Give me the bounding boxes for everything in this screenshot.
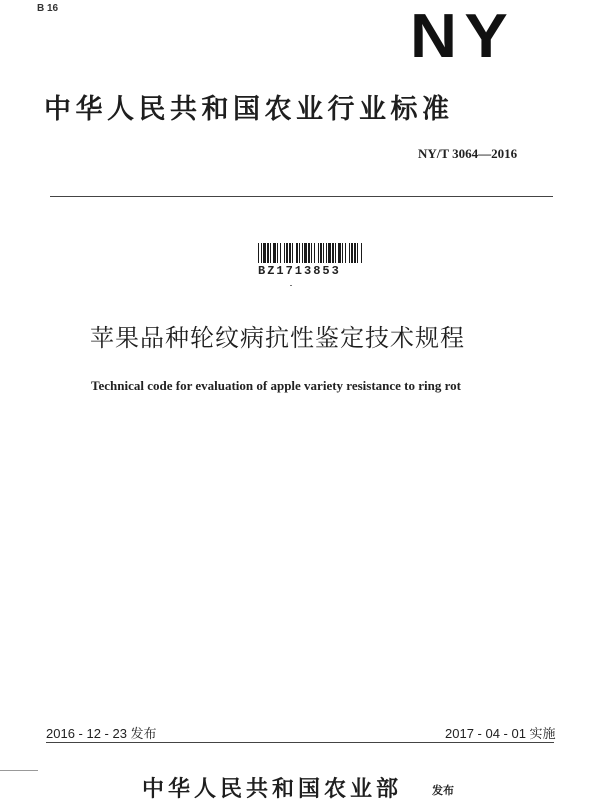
barcode-bar (351, 243, 353, 263)
barcode-bar (296, 243, 298, 263)
document-title-english: Technical code for evaluation of apple variety resistance to ring rot (91, 378, 461, 393)
barcode-number: BZ1713853 (258, 264, 341, 278)
barcode-bar (318, 243, 319, 263)
barcode-bar (302, 243, 303, 263)
ccs-classification-code: B 16 (37, 3, 59, 14)
barcode-bar (267, 243, 269, 263)
speck (290, 285, 292, 286)
implementation-date: 2017 - 04 - 01 实施 (445, 726, 556, 741)
barcode-bar (258, 243, 259, 263)
barcode-bar (323, 243, 324, 263)
barcode-bar (280, 243, 281, 263)
barcode-bar (354, 243, 356, 263)
top-divider (50, 196, 553, 197)
barcode-image (258, 243, 362, 263)
barcode-bar (361, 243, 362, 263)
barcode-bar (292, 243, 293, 263)
standard-number: NY/T 3064—2016 (418, 146, 518, 161)
barcode-bar (326, 243, 327, 263)
barcode-bar (284, 243, 285, 263)
barcode-bar (299, 243, 300, 263)
barcode-bar (314, 243, 315, 263)
issuing-authority: 中华人民共和国农业部 (142, 777, 403, 802)
barcode-bar (286, 243, 288, 263)
margin-line (0, 770, 38, 771)
barcode-bar (261, 243, 262, 263)
barcode-bar (357, 243, 358, 263)
barcode-bar (308, 243, 310, 263)
barcode-bar (289, 243, 291, 263)
barcode-bar (320, 243, 322, 263)
barcode-bar (304, 243, 307, 263)
barcode-bar (311, 243, 312, 263)
barcode-bar (349, 243, 350, 263)
barcode-bar (273, 243, 276, 263)
barcode-bar (345, 243, 346, 263)
barcode-bar (335, 243, 336, 263)
bottom-divider (46, 742, 554, 743)
barcode-bar (263, 243, 266, 263)
standard-type-heading: 中华人民共和国农业行业标准 (44, 94, 454, 125)
barcode-bar (342, 243, 343, 263)
barcode-bar (332, 243, 334, 263)
barcode-bar (338, 243, 341, 263)
barcode-bar (277, 243, 278, 263)
issue-date: 2016 - 12 - 23 发布 (46, 726, 157, 741)
document-title-chinese: 苹果品种轮纹病抗性鉴定技术规程 (90, 324, 465, 352)
barcode-bar (270, 243, 271, 263)
barcode-bar (328, 243, 331, 263)
issuing-authority-suffix: 发布 (432, 784, 454, 797)
ny-logo: NY (410, 2, 516, 71)
